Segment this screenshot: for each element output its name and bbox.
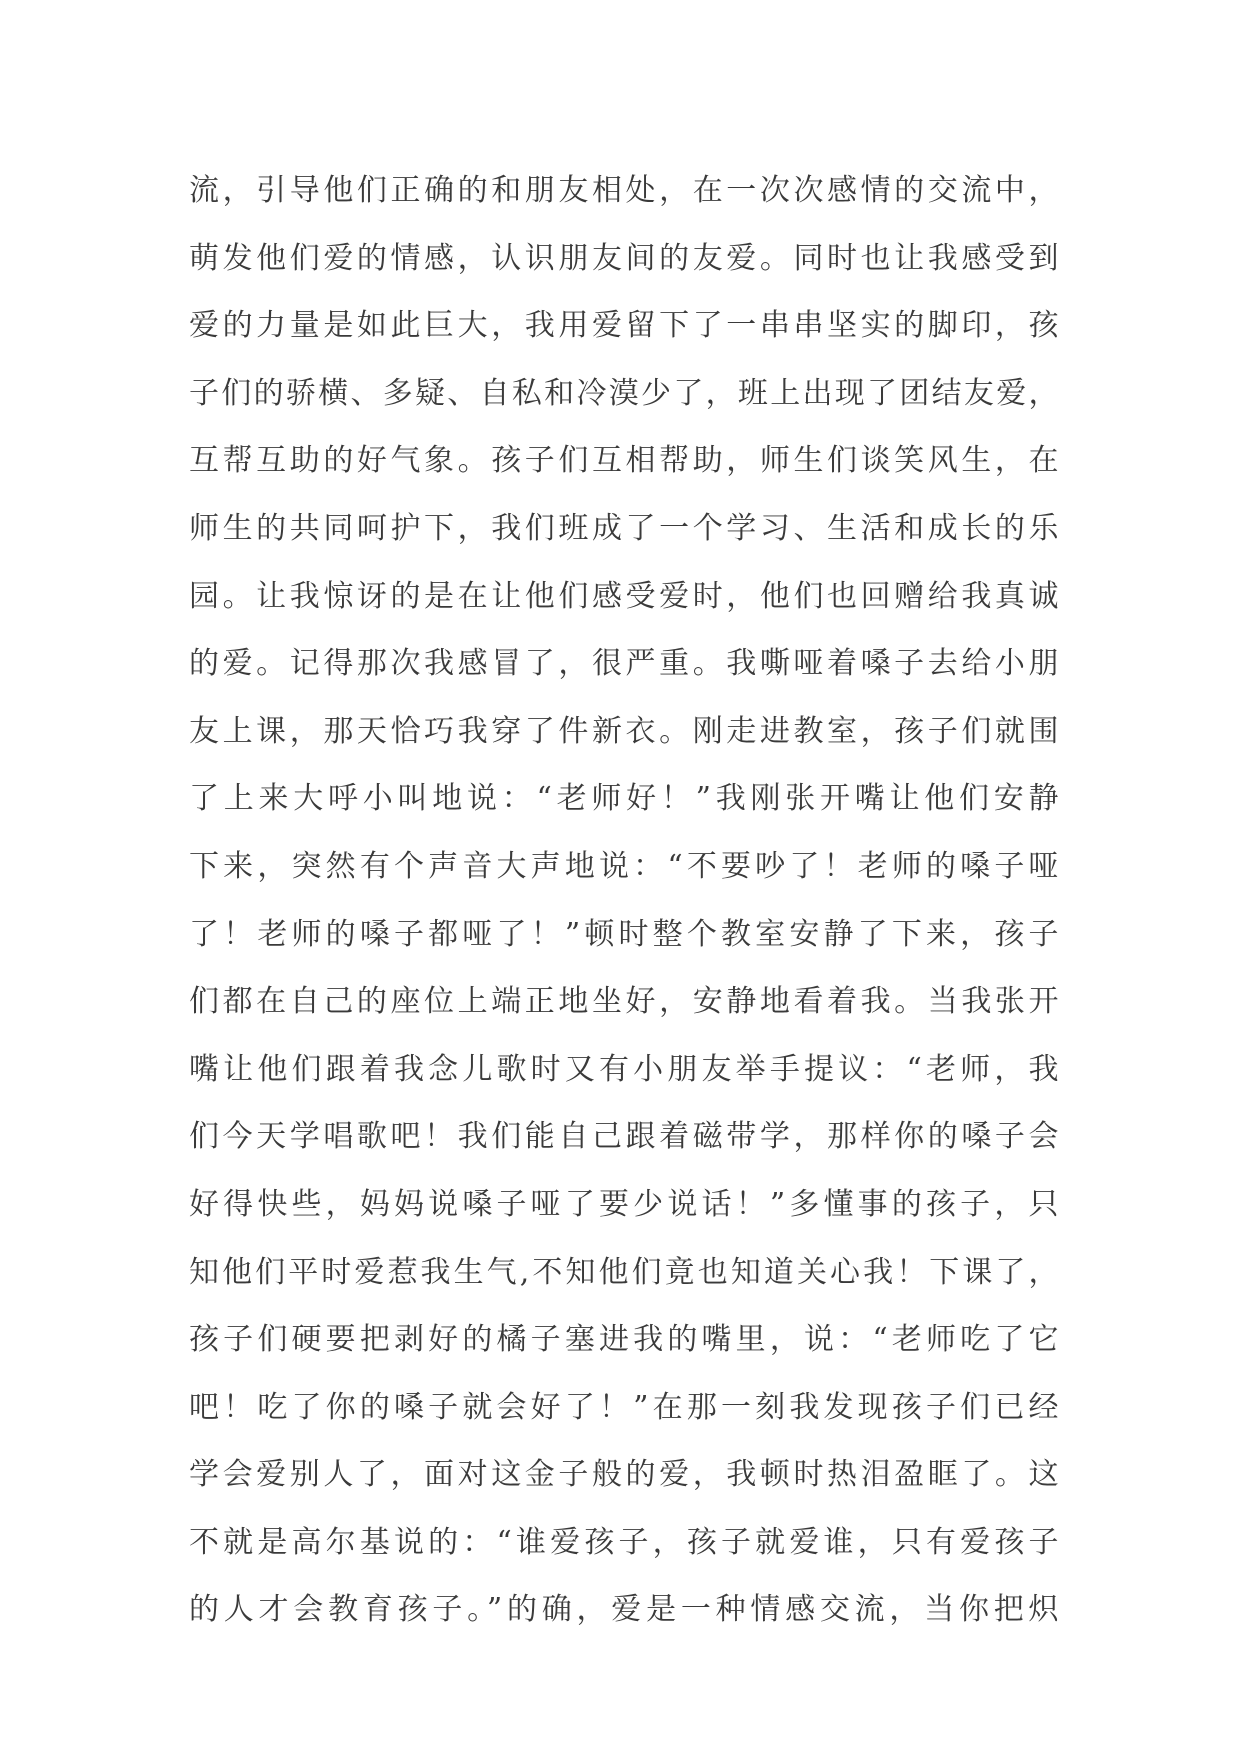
text-line: 园。让我惊讶的是在让他们感受爱时，他们也回赠给我真诚	[189, 578, 1059, 614]
text-line: 师生的共同呵护下，我们班成了一个学习、生活和成长的乐	[189, 510, 1059, 546]
text-line: 互帮互助的好气象。孩子们互相帮助，师生们谈笑风生，在	[189, 443, 1059, 479]
body-text	[189, 157, 1059, 1644]
text-line: 知他们平时爱惹我生气,不知他们竟也知道关心我！下课了，	[189, 1254, 1059, 1290]
text-line: 不就是高尔基说的：“谁爱孩子，孩子就爱谁，只有爱孩子	[189, 1524, 1059, 1560]
text-line: 好得快些，妈妈说嗓子哑了要少说话！”多懂事的孩子，只	[189, 1186, 1059, 1222]
text-line: 吧！吃了你的嗓子就会好了！”在那一刻我发现孩子们已经	[189, 1389, 1059, 1425]
text-line: 萌发他们爱的情感，认识朋友间的友爱。同时也让我感受到	[189, 240, 1059, 276]
text-line: 学会爱别人了，面对这金子般的爱，我顿时热泪盈眶了。这	[189, 1457, 1059, 1493]
text-line: 爱的力量是如此巨大，我用爱留下了一串串坚实的脚印，孩	[189, 308, 1059, 344]
text-line: 的爱。记得那次我感冒了，很严重。我嘶哑着嗓子去给小朋	[189, 646, 1059, 682]
text-line: 友上课，那天恰巧我穿了件新衣。刚走进教室，孩子们就围	[189, 713, 1059, 749]
text-line: 下来，突然有个声音大声地说：“不要吵了！老师的嗓子哑	[189, 848, 1059, 884]
text-line: 了上来大呼小叫地说：“老师好！”我刚张开嘴让他们安静	[189, 781, 1059, 817]
text-line: 们今天学唱歌吧！我们能自己跟着磁带学，那样你的嗓子会	[189, 1119, 1059, 1155]
text-line: 流，引导他们正确的和朋友相处，在一次次感情的交流中，	[189, 173, 1059, 208]
text-line: 的人才会教育孩子。”的确，爱是一种情感交流，当你把炽	[189, 1592, 1059, 1628]
text-line: 孩子们硬要把剥好的橘子塞进我的嘴里，说：“老师吃了它	[189, 1322, 1059, 1358]
text-line: 嘴让他们跟着我念儿歌时又有小朋友举手提议：“老师，我	[189, 1051, 1059, 1087]
text-line: 子们的骄横、多疑、自私和冷漠少了，班上出现了团结友爱，	[189, 375, 1059, 411]
text-line: 们都在自己的座位上端正地坐好，安静地看着我。当我张开	[189, 984, 1059, 1020]
text-line: 了！老师的嗓子都哑了！”顿时整个教室安静了下来，孩子	[189, 916, 1059, 952]
